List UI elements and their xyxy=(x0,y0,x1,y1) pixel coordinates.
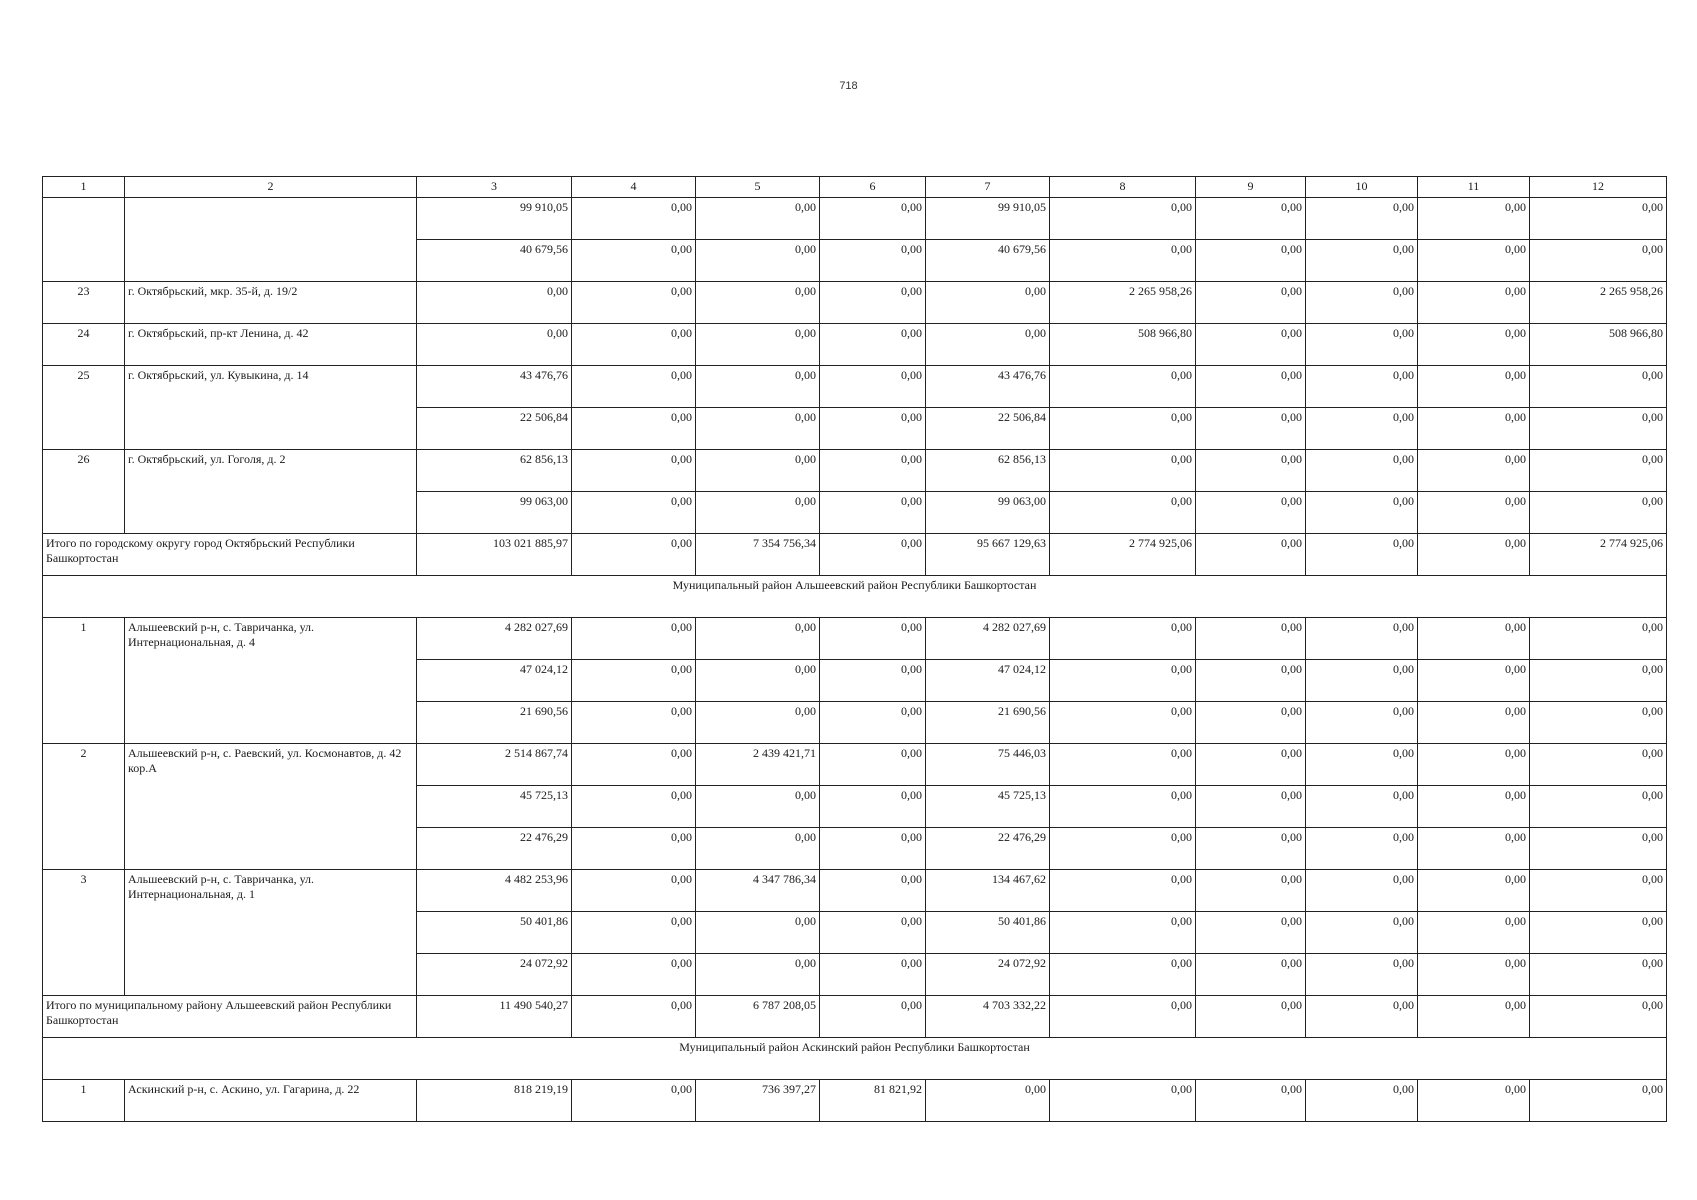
amount-cell: 22 476,29 xyxy=(417,828,572,870)
amount-cell: 0,00 xyxy=(1418,198,1530,240)
amount-cell: 4 347 786,34 xyxy=(696,870,820,912)
amount-cell: 0,00 xyxy=(1050,660,1196,702)
column-header: 5 xyxy=(696,177,820,198)
amount-cell: 22 506,84 xyxy=(926,408,1050,450)
amount-cell: 0,00 xyxy=(572,744,696,786)
amount-cell: 43 476,76 xyxy=(926,366,1050,408)
amount-cell: 0,00 xyxy=(1306,450,1418,492)
item-number: 23 xyxy=(43,282,125,324)
amount-cell: 0,00 xyxy=(1196,618,1306,660)
amount-cell: 0,00 xyxy=(572,996,696,1038)
amount-cell: 508 966,80 xyxy=(1530,324,1667,366)
amount-cell: 24 072,92 xyxy=(417,954,572,996)
amount-cell: 6 787 208,05 xyxy=(696,996,820,1038)
amount-cell: 0,00 xyxy=(572,492,696,534)
amount-cell: 0,00 xyxy=(1196,366,1306,408)
amount-cell: 0,00 xyxy=(1196,282,1306,324)
amount-cell: 43 476,76 xyxy=(417,366,572,408)
amount-cell: 99 910,05 xyxy=(926,198,1050,240)
amount-cell: 0,00 xyxy=(1196,744,1306,786)
amount-cell: 0,00 xyxy=(820,534,926,576)
amount-cell: 0,00 xyxy=(1050,954,1196,996)
amount-cell: 2 774 925,06 xyxy=(1050,534,1196,576)
amount-cell: 0,00 xyxy=(572,1080,696,1122)
amount-cell: 0,00 xyxy=(1050,828,1196,870)
amount-cell: 0,00 xyxy=(1530,240,1667,282)
column-header: 12 xyxy=(1530,177,1667,198)
amount-cell: 0,00 xyxy=(696,660,820,702)
item-number: 24 xyxy=(43,324,125,366)
amount-cell: 0,00 xyxy=(572,240,696,282)
amount-cell: 0,00 xyxy=(1530,660,1667,702)
amount-cell: 0,00 xyxy=(1306,660,1418,702)
amount-cell: 0,00 xyxy=(820,240,926,282)
amount-cell: 0,00 xyxy=(572,702,696,744)
table-row xyxy=(43,870,1667,912)
amount-cell: 0,00 xyxy=(572,324,696,366)
amount-cell: 4 482 253,96 xyxy=(417,870,572,912)
amount-cell: 0,00 xyxy=(820,954,926,996)
amount-cell: 2 774 925,06 xyxy=(1530,534,1667,576)
amount-cell: 62 856,13 xyxy=(926,450,1050,492)
amount-cell: 0,00 xyxy=(572,912,696,954)
amount-cell: 0,00 xyxy=(1530,492,1667,534)
total-label: Итого по городскому округу город Октябрьский Республики Башкортостан xyxy=(43,534,417,576)
amount-cell: 0,00 xyxy=(572,786,696,828)
amount-cell: 4 282 027,69 xyxy=(926,618,1050,660)
amount-cell: 0,00 xyxy=(926,282,1050,324)
amount-cell: 0,00 xyxy=(1196,660,1306,702)
amount-cell: 0,00 xyxy=(696,954,820,996)
item-address: Альшеевский р-н, с. Раевский, ул. Космонавтов, д. 42 кор.А xyxy=(125,744,417,870)
amount-cell: 0,00 xyxy=(1530,912,1667,954)
amount-cell: 0,00 xyxy=(696,828,820,870)
amount-cell: 0,00 xyxy=(572,618,696,660)
amount-cell: 0,00 xyxy=(1530,198,1667,240)
amount-cell: 0,00 xyxy=(1418,240,1530,282)
amount-cell: 0,00 xyxy=(1418,702,1530,744)
column-header: 6 xyxy=(820,177,926,198)
amount-cell: 2 514 867,74 xyxy=(417,744,572,786)
amount-cell: 22 506,84 xyxy=(417,408,572,450)
table-row xyxy=(43,282,1667,324)
amount-cell: 0,00 xyxy=(820,744,926,786)
total-row xyxy=(43,996,1667,1038)
amount-cell: 47 024,12 xyxy=(926,660,1050,702)
amount-cell: 134 467,62 xyxy=(926,870,1050,912)
amount-cell: 2 439 421,71 xyxy=(696,744,820,786)
item-number: 1 xyxy=(43,1080,125,1122)
section-title: Муниципальный район Альшеевский район Республики Башкортостан xyxy=(43,576,1667,618)
item-number: 2 xyxy=(43,744,125,870)
amount-cell: 75 446,03 xyxy=(926,744,1050,786)
amount-cell: 0,00 xyxy=(1050,912,1196,954)
column-header: 4 xyxy=(572,177,696,198)
amount-cell: 0,00 xyxy=(1306,534,1418,576)
amount-cell: 0,00 xyxy=(926,324,1050,366)
section-title: Муниципальный район Аскинский район Республики Башкортостан xyxy=(43,1038,1667,1080)
item-number: 25 xyxy=(43,366,125,450)
column-header: 3 xyxy=(417,177,572,198)
amount-cell: 0,00 xyxy=(820,324,926,366)
amount-cell: 0,00 xyxy=(1196,534,1306,576)
amount-cell: 0,00 xyxy=(1196,240,1306,282)
amount-cell: 0,00 xyxy=(1418,408,1530,450)
amount-cell: 0,00 xyxy=(1306,282,1418,324)
amount-cell: 0,00 xyxy=(1530,786,1667,828)
amount-cell: 0,00 xyxy=(1306,492,1418,534)
page-number: 718 xyxy=(839,80,858,92)
amount-cell: 103 021 885,97 xyxy=(417,534,572,576)
amount-cell: 0,00 xyxy=(926,1080,1050,1122)
amount-cell: 21 690,56 xyxy=(417,702,572,744)
amount-cell: 0,00 xyxy=(572,408,696,450)
amount-cell: 0,00 xyxy=(820,702,926,744)
amount-cell: 0,00 xyxy=(696,366,820,408)
amount-cell: 0,00 xyxy=(1306,786,1418,828)
table-row xyxy=(43,1080,1667,1122)
total-row xyxy=(43,534,1667,576)
amount-cell: 0,00 xyxy=(820,492,926,534)
amount-cell: 0,00 xyxy=(1418,744,1530,786)
column-header: 9 xyxy=(1196,177,1306,198)
amount-cell: 0,00 xyxy=(1418,492,1530,534)
item-address: Альшеевский р-н, с. Тавричанка, ул. Интернациональная, д. 1 xyxy=(125,870,417,996)
amount-cell: 0,00 xyxy=(1530,1080,1667,1122)
item-address: г. Октябрьский, ул. Гоголя, д. 2 xyxy=(125,450,417,534)
amount-cell: 0,00 xyxy=(820,282,926,324)
amount-cell: 0,00 xyxy=(820,198,926,240)
amount-cell: 0,00 xyxy=(1196,1080,1306,1122)
amount-cell: 0,00 xyxy=(572,660,696,702)
amount-cell: 0,00 xyxy=(1418,786,1530,828)
table-row xyxy=(43,450,1667,492)
amount-cell: 0,00 xyxy=(1418,450,1530,492)
amount-cell: 0,00 xyxy=(820,660,926,702)
register-body xyxy=(43,198,1667,1122)
column-header: 11 xyxy=(1418,177,1530,198)
amount-cell: 40 679,56 xyxy=(417,240,572,282)
amount-cell: 0,00 xyxy=(1306,1080,1418,1122)
total-label: Итого по муниципальному району Альшеевский район Республики Башкортостан xyxy=(43,996,417,1038)
amount-cell: 0,00 xyxy=(1530,366,1667,408)
amount-cell: 0,00 xyxy=(1418,1080,1530,1122)
amount-cell: 0,00 xyxy=(1306,618,1418,660)
amount-cell: 0,00 xyxy=(1050,198,1196,240)
amount-cell: 0,00 xyxy=(1306,828,1418,870)
section-header-row xyxy=(43,576,1667,618)
amount-cell: 0,00 xyxy=(1196,786,1306,828)
amount-cell: 508 966,80 xyxy=(1050,324,1196,366)
amount-cell: 0,00 xyxy=(572,450,696,492)
amount-cell: 0,00 xyxy=(1530,744,1667,786)
amount-cell: 0,00 xyxy=(1306,702,1418,744)
amount-cell: 0,00 xyxy=(1050,408,1196,450)
amount-cell: 0,00 xyxy=(1530,996,1667,1038)
amount-cell: 0,00 xyxy=(696,702,820,744)
amount-cell: 0,00 xyxy=(820,996,926,1038)
amount-cell: 0,00 xyxy=(696,324,820,366)
amount-cell: 0,00 xyxy=(1050,366,1196,408)
amount-cell: 95 667 129,63 xyxy=(926,534,1050,576)
item-number xyxy=(43,198,125,282)
amount-cell: 0,00 xyxy=(1418,282,1530,324)
item-address: г. Октябрьский, пр-кт Ленина, д. 42 xyxy=(125,324,417,366)
amount-cell: 50 401,86 xyxy=(926,912,1050,954)
amount-cell: 0,00 xyxy=(696,450,820,492)
amount-cell: 0,00 xyxy=(1306,912,1418,954)
amount-cell: 0,00 xyxy=(820,870,926,912)
column-number-row xyxy=(43,177,1667,198)
amount-cell: 0,00 xyxy=(696,198,820,240)
amount-cell: 45 725,13 xyxy=(417,786,572,828)
amount-cell: 99 063,00 xyxy=(926,492,1050,534)
amount-cell: 62 856,13 xyxy=(417,450,572,492)
register-table xyxy=(42,176,1667,1122)
amount-cell: 99 910,05 xyxy=(417,198,572,240)
amount-cell: 99 063,00 xyxy=(417,492,572,534)
amount-cell: 0,00 xyxy=(1050,996,1196,1038)
amount-cell: 0,00 xyxy=(820,450,926,492)
amount-cell: 0,00 xyxy=(1196,828,1306,870)
amount-cell: 0,00 xyxy=(1196,408,1306,450)
amount-cell: 0,00 xyxy=(572,366,696,408)
amount-cell: 0,00 xyxy=(820,408,926,450)
amount-cell: 0,00 xyxy=(1418,828,1530,870)
section-header-row xyxy=(43,1038,1667,1080)
amount-cell: 0,00 xyxy=(696,912,820,954)
amount-cell: 0,00 xyxy=(417,324,572,366)
amount-cell: 0,00 xyxy=(1530,618,1667,660)
amount-cell: 0,00 xyxy=(1306,954,1418,996)
amount-cell: 0,00 xyxy=(696,786,820,828)
amount-cell: 21 690,56 xyxy=(926,702,1050,744)
table-row xyxy=(43,366,1667,408)
table-row xyxy=(43,744,1667,786)
column-header: 10 xyxy=(1306,177,1418,198)
amount-cell: 22 476,29 xyxy=(926,828,1050,870)
amount-cell: 0,00 xyxy=(1530,954,1667,996)
amount-cell: 0,00 xyxy=(1050,744,1196,786)
amount-cell: 0,00 xyxy=(572,282,696,324)
amount-cell: 0,00 xyxy=(820,366,926,408)
amount-cell: 0,00 xyxy=(1050,702,1196,744)
amount-cell: 0,00 xyxy=(1196,492,1306,534)
column-header: 7 xyxy=(926,177,1050,198)
item-address: г. Октябрьский, ул. Кувыкина, д. 14 xyxy=(125,366,417,450)
amount-cell: 0,00 xyxy=(1196,912,1306,954)
amount-cell: 0,00 xyxy=(1196,870,1306,912)
amount-cell: 0,00 xyxy=(572,534,696,576)
amount-cell: 0,00 xyxy=(572,198,696,240)
amount-cell: 0,00 xyxy=(696,492,820,534)
amount-cell: 0,00 xyxy=(696,408,820,450)
item-address: Альшеевский р-н, с. Тавричанка, ул. Интернациональная, д. 4 xyxy=(125,618,417,744)
amount-cell: 0,00 xyxy=(572,870,696,912)
table-row xyxy=(43,618,1667,660)
amount-cell: 4 282 027,69 xyxy=(417,618,572,660)
item-number: 3 xyxy=(43,870,125,996)
amount-cell: 0,00 xyxy=(1306,324,1418,366)
amount-cell: 736 397,27 xyxy=(696,1080,820,1122)
column-header: 1 xyxy=(43,177,125,198)
amount-cell: 0,00 xyxy=(820,786,926,828)
amount-cell: 40 679,56 xyxy=(926,240,1050,282)
amount-cell: 0,00 xyxy=(696,618,820,660)
amount-cell: 0,00 xyxy=(1196,198,1306,240)
table-row xyxy=(43,324,1667,366)
amount-cell: 50 401,86 xyxy=(417,912,572,954)
amount-cell: 0,00 xyxy=(1418,912,1530,954)
amount-cell: 0,00 xyxy=(1196,324,1306,366)
amount-cell: 81 821,92 xyxy=(820,1080,926,1122)
amount-cell: 0,00 xyxy=(1418,954,1530,996)
amount-cell: 47 024,12 xyxy=(417,660,572,702)
amount-cell: 0,00 xyxy=(1306,870,1418,912)
amount-cell: 0,00 xyxy=(1418,618,1530,660)
item-address xyxy=(125,198,417,282)
amount-cell: 0,00 xyxy=(1050,450,1196,492)
amount-cell: 0,00 xyxy=(1306,240,1418,282)
amount-cell: 0,00 xyxy=(1418,534,1530,576)
amount-cell: 0,00 xyxy=(417,282,572,324)
amount-cell: 45 725,13 xyxy=(926,786,1050,828)
column-header: 2 xyxy=(125,177,417,198)
amount-cell: 818 219,19 xyxy=(417,1080,572,1122)
amount-cell: 0,00 xyxy=(1418,660,1530,702)
amount-cell: 0,00 xyxy=(1050,870,1196,912)
amount-cell: 0,00 xyxy=(1306,198,1418,240)
amount-cell: 0,00 xyxy=(1050,1080,1196,1122)
amount-cell: 2 265 958,26 xyxy=(1050,282,1196,324)
item-address: г. Октябрьский, мкр. 35-й, д. 19/2 xyxy=(125,282,417,324)
amount-cell: 0,00 xyxy=(1050,492,1196,534)
amount-cell: 0,00 xyxy=(1418,870,1530,912)
table-row xyxy=(43,198,1667,240)
amount-cell: 0,00 xyxy=(572,954,696,996)
item-address: Аскинский р-н, с. Аскино, ул. Гагарина, д. 22 xyxy=(125,1080,417,1122)
amount-cell: 0,00 xyxy=(572,828,696,870)
amount-cell: 0,00 xyxy=(1196,702,1306,744)
amount-cell: 2 265 958,26 xyxy=(1530,282,1667,324)
amount-cell: 0,00 xyxy=(820,828,926,870)
amount-cell: 0,00 xyxy=(1306,366,1418,408)
amount-cell: 11 490 540,27 xyxy=(417,996,572,1038)
amount-cell: 7 354 756,34 xyxy=(696,534,820,576)
amount-cell: 0,00 xyxy=(1196,996,1306,1038)
amount-cell: 0,00 xyxy=(1050,240,1196,282)
amount-cell: 0,00 xyxy=(1530,408,1667,450)
amount-cell: 0,00 xyxy=(1050,618,1196,660)
amount-cell: 0,00 xyxy=(1306,408,1418,450)
amount-cell: 0,00 xyxy=(1196,954,1306,996)
amount-cell: 0,00 xyxy=(1196,450,1306,492)
amount-cell: 0,00 xyxy=(1306,744,1418,786)
amount-cell: 24 072,92 xyxy=(926,954,1050,996)
item-number: 26 xyxy=(43,450,125,534)
amount-cell: 0,00 xyxy=(1530,450,1667,492)
amount-cell: 0,00 xyxy=(1530,870,1667,912)
amount-cell: 0,00 xyxy=(1530,702,1667,744)
amount-cell: 0,00 xyxy=(1530,828,1667,870)
item-number: 1 xyxy=(43,618,125,744)
amount-cell: 0,00 xyxy=(1418,324,1530,366)
amount-cell: 0,00 xyxy=(1050,786,1196,828)
amount-cell: 4 703 332,22 xyxy=(926,996,1050,1038)
amount-cell: 0,00 xyxy=(820,618,926,660)
amount-cell: 0,00 xyxy=(1418,996,1530,1038)
amount-cell: 0,00 xyxy=(820,912,926,954)
amount-cell: 0,00 xyxy=(1418,366,1530,408)
amount-cell: 0,00 xyxy=(696,240,820,282)
column-header: 8 xyxy=(1050,177,1196,198)
amount-cell: 0,00 xyxy=(1306,996,1418,1038)
amount-cell: 0,00 xyxy=(696,282,820,324)
